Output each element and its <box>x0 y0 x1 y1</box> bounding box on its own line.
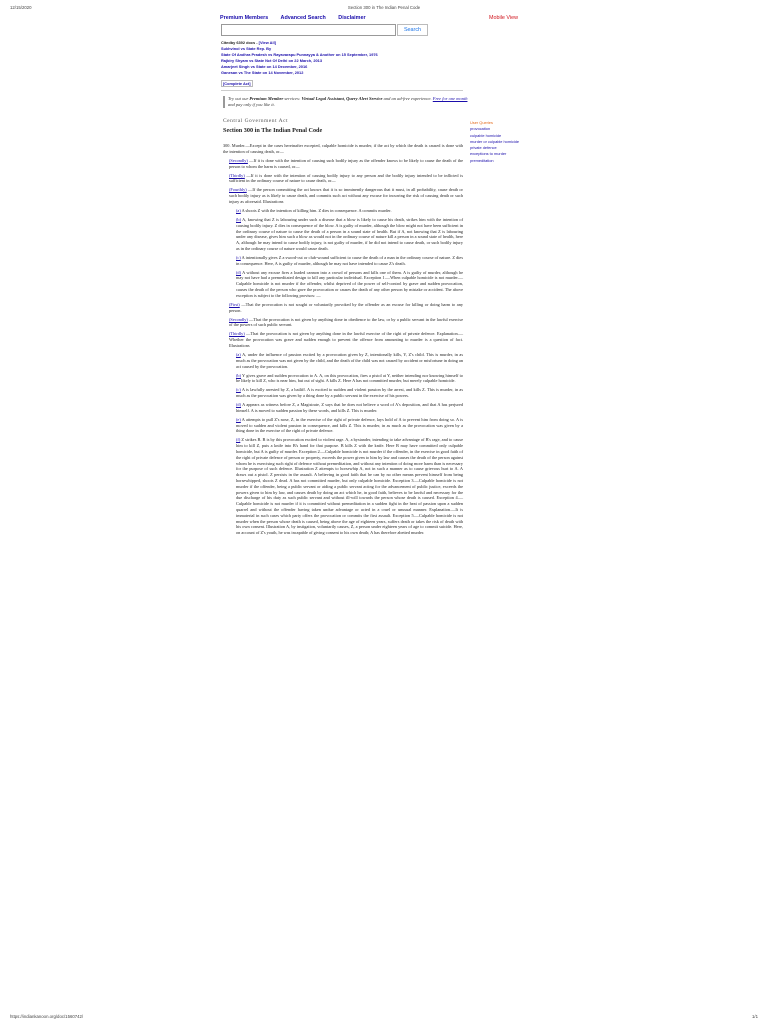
proviso-text: —That the provocation is not sought or voluntarily provoked by the offender as an excuse for killing or doing harm to any person. <box>229 301 463 313</box>
doc-intro: 300. Murder.—Except in the cases hereinafter excepted, culpable homicide is murder, if the act by which the death is caused is done with the intention of causing death, or— <box>223 143 463 154</box>
clause-text: —If it is done with the intention of causing bodily injury to any person and the bodily injury intended to be inflicted is sufficient in the ordinary course of nature to cause death, or— <box>229 172 463 184</box>
cited-by-label: Citedby 6392 docs <box>221 40 256 45</box>
illustration-paragraph <box>236 352 463 369</box>
illustration-text: A, under the influence of passion excited by a provocation given by Z, intentionally kills, Y, Z's child. This is murder, in as much as the provocation was not given by the child, and the death of the child was not caused by accident or misfortune in doing an act caused by the provocation. <box>236 351 463 369</box>
divider <box>221 90 463 91</box>
illustration-text: A attempts to pull Z's nose, Z, in the exercise of the right of private defence, lays hold of A to prevent him from doing so. A is moved to sudden and violent passion in consequence, and kills Z. This is murder, in as much as the provocation was given by a thing done in the exercise of the right of private defence. <box>236 416 463 434</box>
cited-doc-link[interactable]: Ganesan vs The State on 14 November, 2012 <box>221 70 304 76</box>
promo-text: Try out our <box>228 96 250 101</box>
document-body <box>223 143 463 539</box>
proviso-paragraph <box>229 317 463 329</box>
print-footer <box>10 1009 758 1019</box>
top-nav <box>220 15 520 21</box>
proviso-tag[interactable]: (Secondly) <box>229 316 248 322</box>
illustration-paragraph <box>236 417 463 434</box>
illustration-paragraph <box>236 217 463 252</box>
illustration-paragraph <box>236 387 463 399</box>
disclaimer-link[interactable]: Disclaimer <box>338 15 366 21</box>
illustration-tag[interactable]: (f) <box>236 437 241 443</box>
cited-doc-link[interactable]: Sukhvinol vs State Rep. By <box>221 46 272 52</box>
illustration-tag[interactable]: (b) <box>236 216 242 222</box>
query-link[interactable]: private defence <box>470 145 497 151</box>
premium-members-link[interactable]: Premium Members <box>220 15 269 21</box>
proviso-paragraph <box>229 331 463 348</box>
illustration-text: A appears as witness before Z, a Magistrate, Z says that he does not believe a word of A's deposition, and that A has perjured himself. A is moved to sudden passion by these words, and kills Z. This is murder. <box>236 402 463 413</box>
promo-text: and an ad-free experience. <box>382 96 433 101</box>
proviso-tag[interactable]: (Thirdly) <box>229 331 245 337</box>
illustration-text: A, knowing that Z is labouring under such a disease that a blow is likely to cause his death, strikes him with the intention of causing bodily injury. Z dies in consequence of the blow. A is guilty of murder, although the blow might not have been sufficient in the ordinary course of nature to cause the death of a person in a sound state of health. But if A, not knowing that Z is labouring under any disease, gives him such a blow as would not in the ordinary course of nature kill a person in a sound state of health, here A, although he may intend to cause bodily injury, is not guilty of murder, if he did not intend to cause death, or such bodily injury as in the ordinary course of nature would cause death. <box>236 216 463 251</box>
search-button[interactable]: Search <box>397 24 428 36</box>
user-queries-sidebar <box>470 120 545 164</box>
illustration-text: Z strikes B. B is by this provocation excited to violent rage. A, a bystander, intending to take advantage of B's rage, and to cause him to kill Z, puts a knife into B's hand for that purpose. B kills Z with the knife. Here B may have committed only culpable homicide, but A is guilty of murder. Exception 2.—Culpable homicide is not murder if the offender, in the exercise in good faith of the right of private defence of person or property, exceeds the power given to him by law and causes the death of the person against whom he is exercising such right of defence without premeditation, and without any intention of doing more harm than is necessary for the purpose of such defence. Illustration Z attempts to horsewhip A, not in such a manner as to cause grievous hurt to A. A draws out a pistol. Z persists in the assault. A believing in good faith that he can by no other means prevent himself from being horsewhipped, shoots Z dead. A has not committed murder, but only culpable homicide. Exception 3.—Culpable homicide is not murder if the offender, being a public servant or aiding a public servant acting for the advancement of public justice, exceeds the powers given to him by law, and causes death by doing an act which he, in good faith, believes to be lawful and necessary for the due discharge of his duty as such public servant and without ill-will towards the person whose death is caused. Exception 4.—Culpable homicide is not murder if it is committed without premeditation in a sudden fight in the heat of passion upon a sudden quarrel and without the offender having taken undue advantage or acted in a cruel or unusual manner. Explanation.—It is immaterial in such cases which party offers the provocation or commits the first assault. Exception 5.—Culpable homicide is not murder when the person whose death is caused, being above the age of eighteen years, suffers death or takes the risk of death with his own consent. Illustration A, by instigation, voluntarily causes, Z, a person under eighteen years of age to commit suicide. Here, on account of Z's youth, he was incapable of giving consent to his own death; A has therefore abetted murder. <box>236 437 463 536</box>
illustration-tag[interactable]: (c) <box>236 254 241 260</box>
promo-text: services: <box>283 96 302 101</box>
illustration-text: A shoots Z with the intention of killing him. Z dies in consequence. A commits murder. <box>240 207 392 213</box>
query-link[interactable]: exceptions to murder <box>470 151 507 157</box>
premium-promo <box>223 96 468 108</box>
illustration-tag[interactable]: (d) <box>236 402 242 408</box>
print-header <box>10 5 758 15</box>
clause-paragraph <box>229 187 463 204</box>
clause-paragraph <box>229 173 463 185</box>
illustration-paragraph <box>236 270 463 299</box>
illustration-paragraph <box>236 373 463 385</box>
clause-paragraph <box>229 158 463 170</box>
complete-act-link[interactable]: [Complete Act] <box>223 81 251 86</box>
query-link[interactable]: provocation <box>470 126 491 132</box>
cited-doc-link[interactable]: State Of Andhra Pradesh vs Rayavarapu Punnayya & Another on 15 September, 1976 <box>221 52 378 58</box>
clause-tag[interactable]: (Fourthly) <box>229 187 247 193</box>
clause-text: —If it is done with the intention of causing such bodily injury as the offender knows to be likely to cause the death of the person to whom the harm is caused, or— <box>229 157 463 169</box>
promo-premium: Premium Member <box>249 96 284 101</box>
cited-doc-link[interactable]: Rajbiry Shyam vs State Nct Of Delhi on 22 March, 2013 <box>221 58 322 64</box>
doc-title: Section 300 in The Indian Penal Code <box>223 127 323 134</box>
clause-tag[interactable]: (Secondly) <box>229 157 248 163</box>
promo-features: Virtual Legal Assistant, Query Alert Service <box>301 96 383 101</box>
view-all-link[interactable]: [View All] <box>258 40 276 45</box>
advanced-search-link[interactable]: Advanced Search <box>280 15 326 21</box>
mobile-view-link[interactable]: Mobile View <box>489 15 518 21</box>
promo-text: and pay only if you like it. <box>228 102 275 107</box>
clause-tag[interactable]: (Thirdly) <box>229 172 245 178</box>
illustration-tag[interactable]: (e) <box>236 416 241 422</box>
print-page-title: Section 300 in The Indian Penal Code <box>347 5 421 10</box>
proviso-paragraph <box>229 302 463 314</box>
illustration-tag[interactable]: (d) <box>236 269 242 275</box>
print-timestamp: 12/15/2020 <box>10 5 32 10</box>
illustration-text: Y gives grave and sudden provocation to A. A, on this provocation, fires a pistol at Y, neither intending nor knowing himself to be likely to kill Z, who is near him, but out of sight. A kills Z. Here A has not committed murder, but merely culpable homicide. <box>236 372 463 384</box>
cited-doc-link[interactable]: Amarjeet Singh vs State on 14 December, 2016 <box>221 64 308 70</box>
query-link[interactable]: premeditation <box>470 157 494 163</box>
illustration-tag[interactable]: (b) <box>236 372 242 378</box>
illustration-tag[interactable]: (c) <box>236 387 241 393</box>
print-page-count: 1/1 <box>752 1014 758 1019</box>
free-trial-link[interactable]: Free for one month <box>432 96 468 101</box>
illustration-paragraph <box>236 255 463 267</box>
clause-text: —If the person committing the act knows that it is so imminently dangerous that it must, in all probability, cause death or such bodily injury as is likely to cause death, and commits such act without any excuse for incurring the risk of causing death or such injury as aforesaid. Illustrations <box>229 187 463 204</box>
query-link[interactable]: culpable homicide <box>470 132 502 138</box>
search-bar <box>221 24 428 37</box>
illustration-text: A is lawfully arrested by Z, a bailiff. A is excited to sudden and violent passion by the arrest, and kills Z. This is murder, in as much as the provocation was given by a thing done by a public servant in the exercise of his powers. <box>236 387 463 399</box>
illustration-paragraph <box>236 402 463 414</box>
proviso-text: —That the provocation is not given by anything done in the lawful exercise of the right of private defence. Explanation.—Whether the provocation was grave and sudden enough to prevent the offence from amounting to murder is a question of fact. Illustrations <box>229 331 463 348</box>
illustration-tag[interactable]: (a) <box>236 351 241 357</box>
illustration-paragraph <box>236 208 463 214</box>
illustration-paragraph <box>236 437 463 536</box>
doc-source: Central Government Act <box>223 118 289 124</box>
illustration-tag[interactable]: (a) <box>236 207 241 213</box>
query-link[interactable]: murder or culpable homicide <box>470 138 520 144</box>
illustration-text: A without any excuse fires a loaded cannon into a crowd of persons and kills one of them. A is guilty of murder, although he may not have had a premeditated design to kill any particular individual. Exception 1.—When culpable homicide is not murder.—Culpable homicide is not murder if the offender, whilst deprived of the power of self-control by grave and sudden provocation, causes the death of the person who gave the provocation or causes the death of any other person by mistake or accident. The above exception is subject to the following provisos: — <box>236 269 463 298</box>
proviso-text: —That the provocation is not given by anything done in obedience to the law, or by a public servant in the lawful exercise of the powers of such public servant. <box>229 316 463 328</box>
illustration-text: A intentionally gives Z a sword-cut or club-wound sufficient to cause the death of a man in the ordinary course of nature. Z dies in consequence. Here, A is guilty of murder, although he may not have intended to cause Z's death. <box>236 254 463 266</box>
user-queries-heading: User Queries <box>470 120 493 125</box>
cited-by-panel: Citedby 6392 docs - [View All] Sukhvinol vs State Rep. By State Of Andhra Pradesh vs Rayavarapu Punnayya & Another on 15 September, 1976 Rajbiry Shyam vs State Nct Of Delhi on 22 March, 2013 Amarjeet Singh vs State on 14 December, 2016 Ganesan vs The State on 14 November, 2012 <box>221 40 481 77</box>
print-url: https://indiankanoon.org/doc/1560742/ <box>10 1014 84 1019</box>
search-input[interactable] <box>221 24 396 36</box>
proviso-tag[interactable]: (First) <box>229 301 240 307</box>
